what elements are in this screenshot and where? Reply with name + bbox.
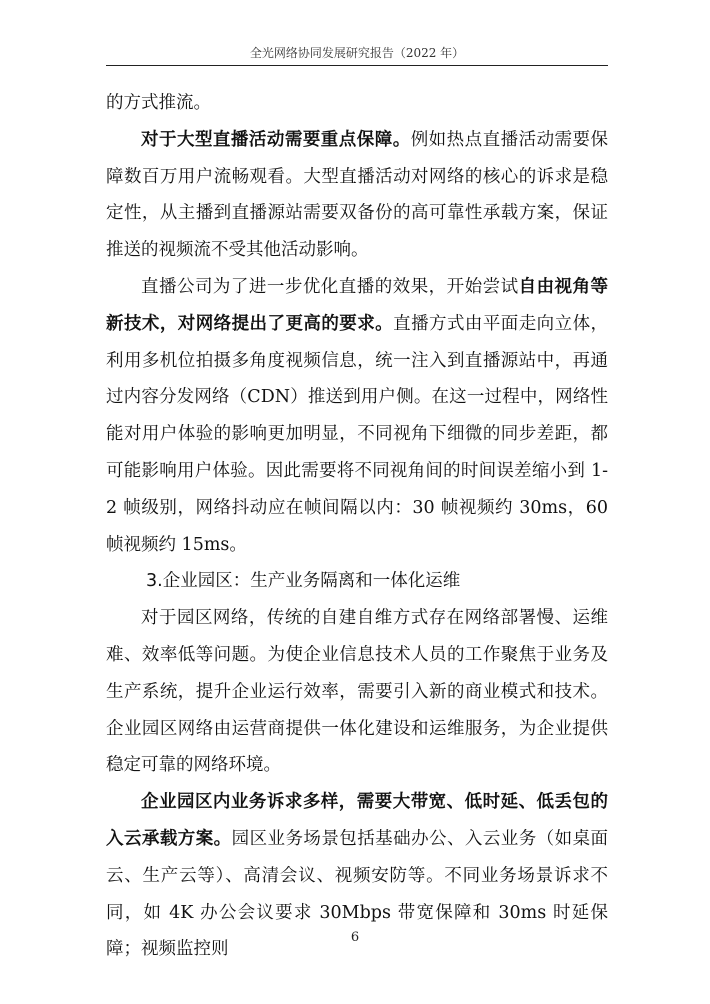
- paragraph-continuation: 的方式推流。: [106, 93, 211, 113]
- header-divider: [106, 65, 608, 66]
- paragraph-inline-bold: 自由视角等新技术，对网络提出了更高的要求。: [106, 276, 609, 334]
- paragraph-text: 园区业务场景包括基础办公、入云业务（如桌面云、生产云等）、高清会议、视频安防等。不同业务场景诉求不同，如 4K 办公会议要求 30Mbps 带宽保障和 30ms 时延保障；视频监控则: [106, 828, 609, 960]
- paragraph-text: 对于园区网络，传统的自建自维方式存在网络部署慢、运维难、效率低等问题。为使企业信息技术人员的工作聚焦于业务及生产系统，提升企业运行效率，需要引入新的商业模式和技术。企业园区网络由运营商提供一体化建设和运维服务，为企业提供稳定可靠的网络环境。: [106, 608, 608, 776]
- paragraph-lead-bold: 对于大型直播活动需要重点保障。: [141, 129, 411, 150]
- paragraph-lead-bold: 企业园区内业务诉求多样，需要大带宽、低时延、低丢包的入云承载方案。: [106, 792, 608, 849]
- paragraph-live-event: [106, 122, 608, 269]
- paragraph-text: 直播公司为了进一步优化直播的效果，开始尝试: [141, 276, 519, 297]
- paragraph-text: 直播方式由平面走向立体，利用多机位拍摄多角度视频信息，统一注入到直播源站中，再通过内容分发网络（CDN）推送到用户侧。在这一过程中，网络性能对用户体验的影响更加明显，不同视角下细微的同步差距，都可能影响用户体验。因此需要将不同视角间的时间误差缩小到 1-2 帧级别，网络抖动应在帧间隔以内：30 帧视频约 30ms，60 帧视频约 15ms。: [106, 313, 609, 555]
- page-number: 6: [350, 930, 360, 945]
- document-body: [106, 85, 608, 968]
- page-header: 全光网络协同发展研究报告（2022 年）: [249, 46, 465, 60]
- paragraph-free-viewpoint: [106, 269, 608, 563]
- paragraph-text: 例如热点直播活动需要保障数百万用户流畅观看。大型直播活动对网络的核心的诉求是稳定性，从主播到直播源站需要双备份的高可靠性承载方案，保证推送的视频流不受其他活动影响。: [106, 129, 609, 261]
- paragraph-enterprise-park: [106, 600, 608, 784]
- section-heading: 3.企业园区：生产业务隔离和一体化运维: [146, 571, 461, 592]
